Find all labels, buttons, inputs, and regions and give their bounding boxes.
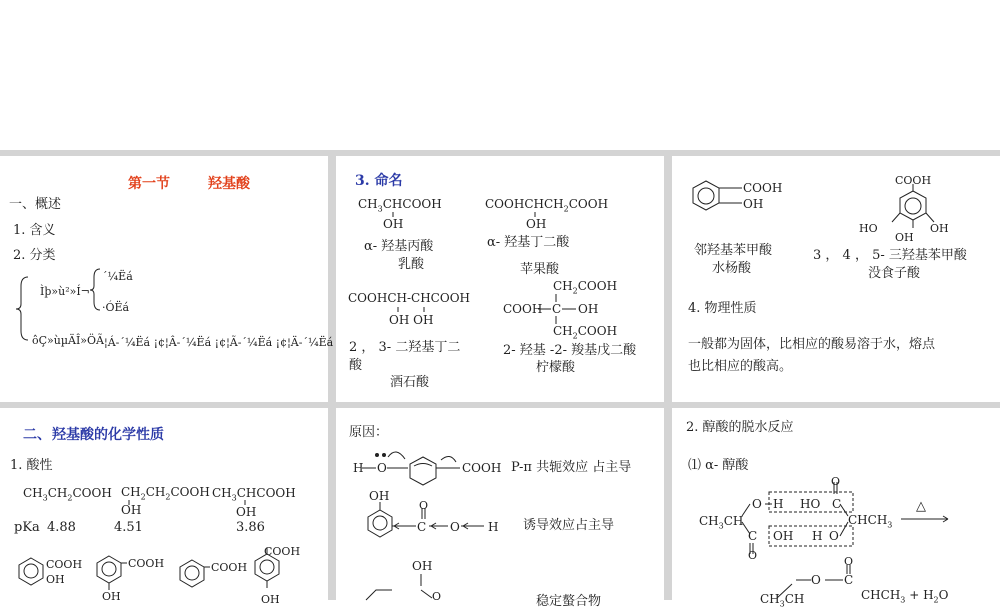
overview-heading: 一、概述 — [9, 197, 62, 212]
heat-symbol: △ — [916, 499, 926, 514]
bottom-carbonyl-o: O — [748, 549, 758, 562]
product-formula: $CHCH_3 + H_2O$ — [861, 588, 949, 605]
tartaric-acid-oh: OH OH — [389, 313, 434, 327]
acidity-heading: 1. 酸性 — [10, 458, 53, 473]
benzoic-4-cooh: COOH — [264, 545, 301, 558]
salicylic-oh: OH — [743, 197, 764, 211]
citric-acid-cooh: COOH — [503, 302, 543, 316]
citric-acid-oh: OH — [578, 302, 599, 316]
lactic-acid-common-name: 乳酸 — [398, 257, 425, 272]
garbled-text-e: ¦Á-´¼Ëá ¡¢¦Â-´¼Ëá ¡¢¦Ã-´¼Ëá ¡¢¦Ä-´¼Ëá — [104, 336, 334, 349]
benzoic-2-oh: OH — [102, 590, 121, 603]
reactant-ch3ch: $CH_3CH$ — [699, 514, 744, 531]
hydroxyl-h-right: H — [812, 529, 823, 543]
benzoic-1-oh: OH — [46, 573, 65, 586]
malic-acid-oh: OH — [526, 217, 547, 231]
malic-acid-common-name: 苹果酸 — [520, 262, 560, 277]
meta-oh: OH — [369, 489, 390, 503]
gallic-name: 3 ， 4 ， 5- 三羟基苯甲酸 — [813, 248, 967, 263]
product-carbonyl-o: O — [844, 555, 854, 568]
physical-properties-text: 一般都为固体，比相应的酸易溶于水，熔点 — [688, 337, 936, 352]
top-carbonyl-o: O — [831, 475, 841, 488]
citric-acid-top: $CH_2COOH$ — [553, 279, 618, 296]
pka-label: pKa — [14, 520, 40, 535]
hydroxypropanoic-acid-oh: OH — [121, 503, 142, 517]
carboxyl-c-left: C — [748, 529, 758, 543]
hydroxypropanoic-acid-formula: $CH_2CH_2COOH$ — [121, 485, 210, 502]
garbled-text-b: ´¼Ëá — [102, 270, 133, 283]
carboxyl-c-right: C — [832, 497, 842, 511]
acid-h: H — [488, 520, 499, 534]
lactic-acid-formula: $CH_3CHCOOH$ — [212, 486, 296, 503]
hydroxyl-o-right: O — [829, 529, 839, 543]
naming-heading: 3. 命名 — [355, 173, 403, 189]
benzoic-3-cooh: COOH — [211, 561, 248, 574]
gallic-oh-right: OH — [930, 222, 949, 235]
lactic-acid-oh: OH — [383, 217, 404, 231]
classification-item: 2. 分类 — [13, 248, 56, 263]
product-c: C — [844, 573, 854, 587]
garbled-text-c: ·ÓËá — [102, 301, 130, 314]
carboxyl-ho-right: HO — [800, 497, 821, 511]
propanoic-acid-formula: $CH_3CH_2COOH$ — [23, 486, 112, 503]
lactic-acid-name: α- 羟基丙酸 — [364, 239, 434, 254]
reason-structures — [336, 408, 664, 600]
malic-acid-name: α- 羟基丁二酸 — [487, 235, 570, 250]
ester-o: O — [450, 520, 460, 534]
carboxyl-oh-left: OH — [773, 529, 794, 543]
citric-acid-c: C — [552, 302, 562, 316]
hydroxyl-o-left: O — [752, 497, 762, 511]
reason-label: 原因： — [349, 425, 389, 440]
salicylic-name: 邻羟基苯甲酸 — [694, 243, 773, 258]
tartaric-acid-formula: COOHCH-CHCOOH — [348, 291, 470, 305]
carbonyl-o: O — [419, 499, 429, 512]
benzoic-2-cooh: COOH — [128, 557, 165, 570]
lactic-acid-oh: OH — [236, 505, 257, 519]
p-pi-conjugation-label: P-π 共轭效应 占主导 — [511, 460, 632, 475]
tartaric-acid-name-cont: 酸 — [349, 358, 363, 373]
slide-panel-overview[interactable] — [0, 156, 334, 402]
phenol-o: O — [377, 461, 387, 475]
slide-panel-aromatic[interactable] — [672, 156, 1000, 402]
product-ch3ch: $CH_3CH$ — [760, 592, 805, 609]
classification-braces — [0, 156, 328, 402]
chelate-label: 稳定螯合物 — [536, 594, 602, 609]
malic-acid-formula: $COOHCHCH_2COOH$ — [485, 197, 609, 214]
benzoic-1-cooh: COOH — [46, 558, 83, 571]
physical-properties-text-cont: 也比相应的酸高。 — [688, 359, 793, 374]
garbled-text-a: Ìþ»ù²»Í¬ — [40, 285, 90, 298]
citric-acid-bottom: $CH_2COOH$ — [553, 324, 618, 341]
lactic-acid-formula: $CH_3CHCOOH$ — [358, 197, 442, 214]
product-ether-o: O — [811, 573, 821, 587]
alpha-hydroxy-acid-label: ⑴ α- 醇酸 — [688, 458, 749, 473]
phenol-h: H — [353, 461, 364, 475]
chem-props-prefix: 二、 — [23, 427, 51, 443]
chem-props-heading: 羟基酸的化学性质 — [52, 427, 164, 443]
meaning-item: 1. 含义 — [13, 223, 56, 238]
phenol-cooh: COOH — [462, 461, 502, 475]
section-label: 第一节 — [128, 176, 170, 192]
garbled-text-d: ôÇ»ùµÄÎ»ÖÃ — [32, 334, 104, 347]
benzoic-4-oh: OH — [261, 593, 280, 606]
slide-panel-naming[interactable] — [336, 156, 664, 402]
tartaric-acid-common-name: 酒石酸 — [390, 375, 430, 390]
slide-panel-reason[interactable] — [336, 408, 664, 609]
gallic-common-name: 没食子酸 — [868, 266, 921, 281]
tartaric-acid-name: 2 ， 3- 二羟基丁二 — [349, 340, 461, 355]
citric-acid-name: 2- 羟基 -2- 羧基戊二酸 — [503, 343, 637, 358]
pka-value-1: 4.88 — [47, 520, 76, 535]
chelate-oh: OH — [412, 559, 433, 573]
page-title: 羟基酸 — [208, 176, 250, 192]
pka-value-2: 4.51 — [114, 520, 143, 535]
pka-value-3: 3.86 — [236, 520, 265, 535]
slide-panel-acidity[interactable] — [0, 408, 328, 606]
inductive-effect-label: 诱导效应占主导 — [523, 518, 615, 533]
salicylic-common-name: 水杨酸 — [712, 261, 752, 276]
chelate-o: O — [432, 590, 442, 603]
citric-acid-common-name: 柠檬酸 — [536, 360, 576, 375]
slide-panel-dehydration[interactable] — [672, 408, 1000, 609]
hydroxyl-h-left: H — [773, 497, 784, 511]
physical-properties-heading: 4. 物理性质 — [688, 301, 757, 316]
gallic-ho: HO — [859, 222, 878, 235]
dehydration-heading: 2. 醇酸的脱水反应 — [686, 420, 794, 435]
salicylic-cooh: COOH — [743, 181, 783, 195]
gallic-cooh: COOH — [895, 174, 932, 187]
gallic-oh-bottom: OH — [895, 231, 914, 244]
carbonyl-c: C — [417, 520, 427, 534]
reactant-chch3: $CHCH_3$ — [848, 513, 893, 530]
